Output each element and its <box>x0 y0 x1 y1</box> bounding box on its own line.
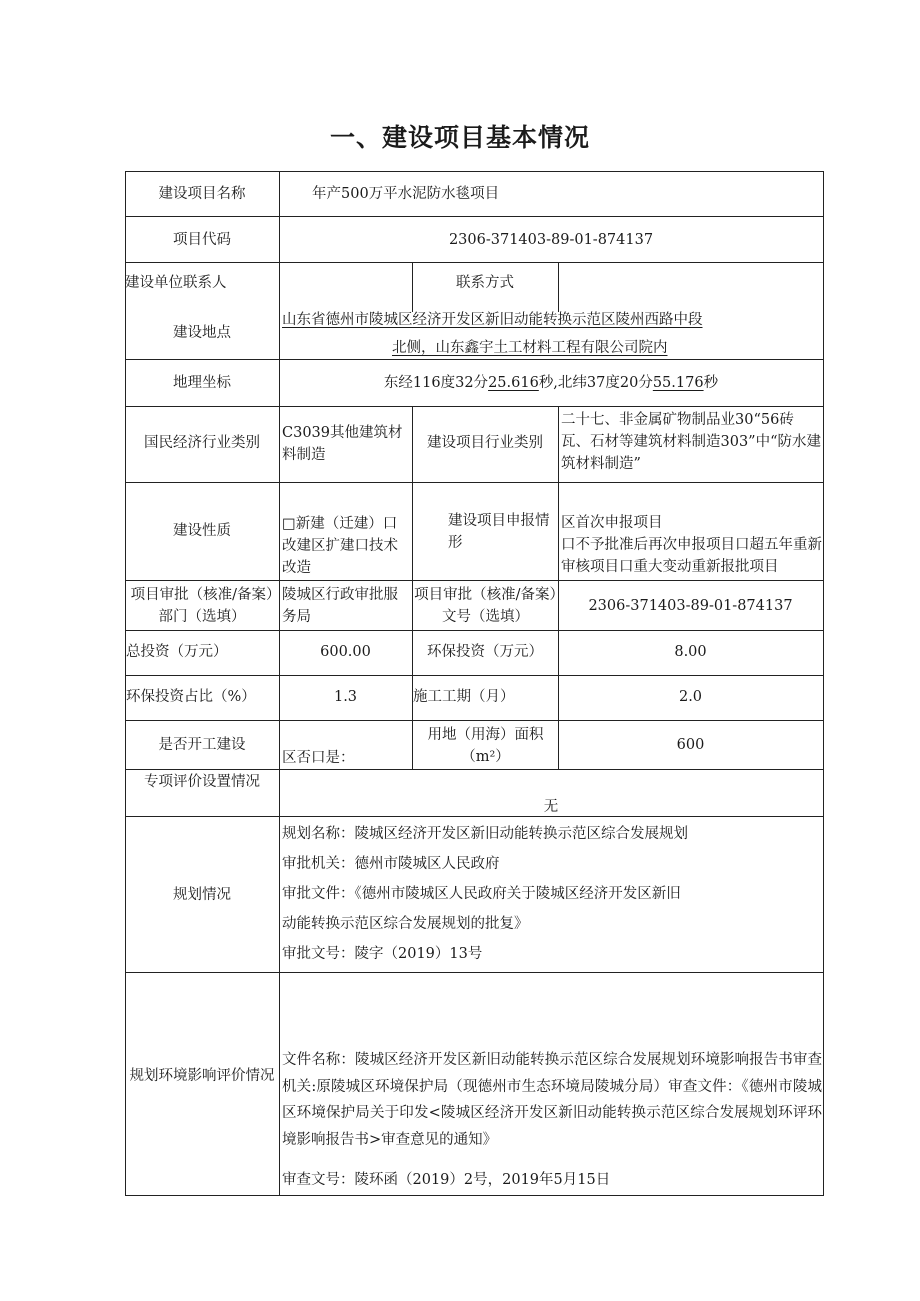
rule <box>125 262 824 263</box>
planning-label: 规划情况 <box>173 887 231 903</box>
coordinates-label: 地理坐标 <box>173 375 231 391</box>
contact-method-label: 联系方式 <box>456 275 514 291</box>
declaration-first: 区首次申报项目 <box>561 515 663 531</box>
env-ratio-value: 1.3 <box>333 689 358 705</box>
planning-authority: 审批机关：德州市陵城区人民政府 <box>282 856 500 872</box>
started-label: 是否开工建设 <box>158 737 246 753</box>
total-investment-label: 总投资（万元） <box>126 644 228 660</box>
eia-doc-number: 审查文号：陵环函（2019）2号，2019年5月15日 <box>282 1172 611 1188</box>
planning-doc-number: 审批文号：陵字（2019）13号 <box>282 946 483 962</box>
declaration-others: 口不予批准后再次申报项目口超五年重新审核项目口重大变动重新报批项目 <box>561 537 822 575</box>
location-label: 建设地点 <box>173 325 231 341</box>
declaration-value <box>561 512 823 578</box>
project-name-label: 建设项目名称 <box>158 186 246 202</box>
eia-text: 文件名称：陵城区经济开发区新旧动能转换示范区综合发展规划环境影响报告书审查机关:原陵城区环境保护局（现德州市生态环境局陵城分局）审查文件：《德州市陵城区环境保护局关于印发<陵城区经济开发区新旧动能转换示范区综合发展规划环评环境影响报告书>审查意见的通知》 <box>282 1052 822 1148</box>
latitude-seconds: 55.176 <box>652 375 704 391</box>
planning-document: 审批文件：《德州市陵城区人民政府关于陵城区经济开发区新旧 <box>282 886 681 902</box>
started-value: 区否口是： <box>282 750 355 766</box>
special-eval-value: 无 <box>543 799 559 815</box>
approval-doc-label: 项目审批（核准/备案）文号（选填） <box>414 587 557 625</box>
industry-value: C3039其他建筑材料制造 <box>282 425 403 463</box>
project-industry-label: 建设项目行业类别 <box>427 435 543 451</box>
land-area-label: 用地（用海）面积（m²） <box>427 727 544 765</box>
rule <box>125 972 824 973</box>
nature-value: □新建（迁建）口改建区扩建口技术改造 <box>282 516 398 576</box>
rule <box>125 359 824 360</box>
coordinates-mid: 秒,北纬37度20分 <box>538 375 653 391</box>
project-industry-value: 二十七、非金属矿物制品业30“56砖瓦、石材等建筑材料制造303”中“防水建筑材料制造” <box>561 412 822 472</box>
duration-value: 2.0 <box>678 689 703 705</box>
eia-label: 规划环境影响评价情况 <box>129 1068 275 1084</box>
project-code-value: 2306-371403-89-01-874137 <box>448 232 654 248</box>
approval-doc-value: 2306-371403-89-01-874137 <box>588 598 793 614</box>
rule <box>125 769 824 770</box>
nature-label: 建设性质 <box>173 523 231 539</box>
rule <box>125 1195 824 1196</box>
approval-dept-label: 项目审批（核准/备案）部门（选填） <box>130 587 274 625</box>
rule <box>125 406 824 407</box>
project-name-value: 年产500万平水泥防水毯项目 <box>312 186 500 202</box>
industry-label: 国民经济行业类别 <box>144 435 260 451</box>
planning-details <box>282 819 822 969</box>
planning-document-cont: 动能转换示范区综合发展规划的批复》 <box>282 916 529 932</box>
rule <box>125 580 824 581</box>
env-ratio-label: 环保投资占比（%） <box>126 689 256 705</box>
rule <box>558 406 559 769</box>
project-code-label: 项目代码 <box>173 232 231 248</box>
rule <box>125 630 824 631</box>
contact-label: 建设单位联系人 <box>125 275 227 291</box>
rule <box>125 171 824 172</box>
rule <box>823 171 824 1196</box>
location-line2: 北侧，山东鑫宇土工材料工程有限公司院内 <box>392 340 668 356</box>
land-area-value: 600 <box>676 737 705 753</box>
env-investment-label: 环保投资（万元） <box>427 644 543 660</box>
planning-name: 规划名称：陵城区经济开发区新旧动能转换示范区综合发展规划 <box>282 826 688 842</box>
approval-dept-value: 陵城区行政审批服务局 <box>282 587 398 625</box>
longitude-seconds: 25.616 <box>488 375 539 391</box>
rule <box>279 171 280 1196</box>
total-investment-value: 600.00 <box>320 644 371 660</box>
env-investment-value: 8.00 <box>674 644 707 660</box>
rule <box>125 482 824 483</box>
coordinates-prefix: 东经116度32分 <box>383 375 489 391</box>
special-eval-label: 专项评价设置情况 <box>144 774 260 790</box>
page-title: 一、建设项目基本情况 <box>329 123 590 152</box>
rule <box>125 720 824 721</box>
duration-label: 施工工期（月） <box>413 689 515 705</box>
rule <box>125 675 824 676</box>
rule <box>558 262 559 312</box>
location-line1: 山东省德州市陵城区经济开发区新旧动能转换示范区陵州西路中段 <box>282 312 703 328</box>
declaration-label: 建设项目申报情形 <box>448 513 550 551</box>
coordinates-suffix: 秒 <box>703 375 719 391</box>
rule <box>412 406 413 769</box>
coordinates-value <box>279 372 823 394</box>
rule <box>125 216 824 217</box>
